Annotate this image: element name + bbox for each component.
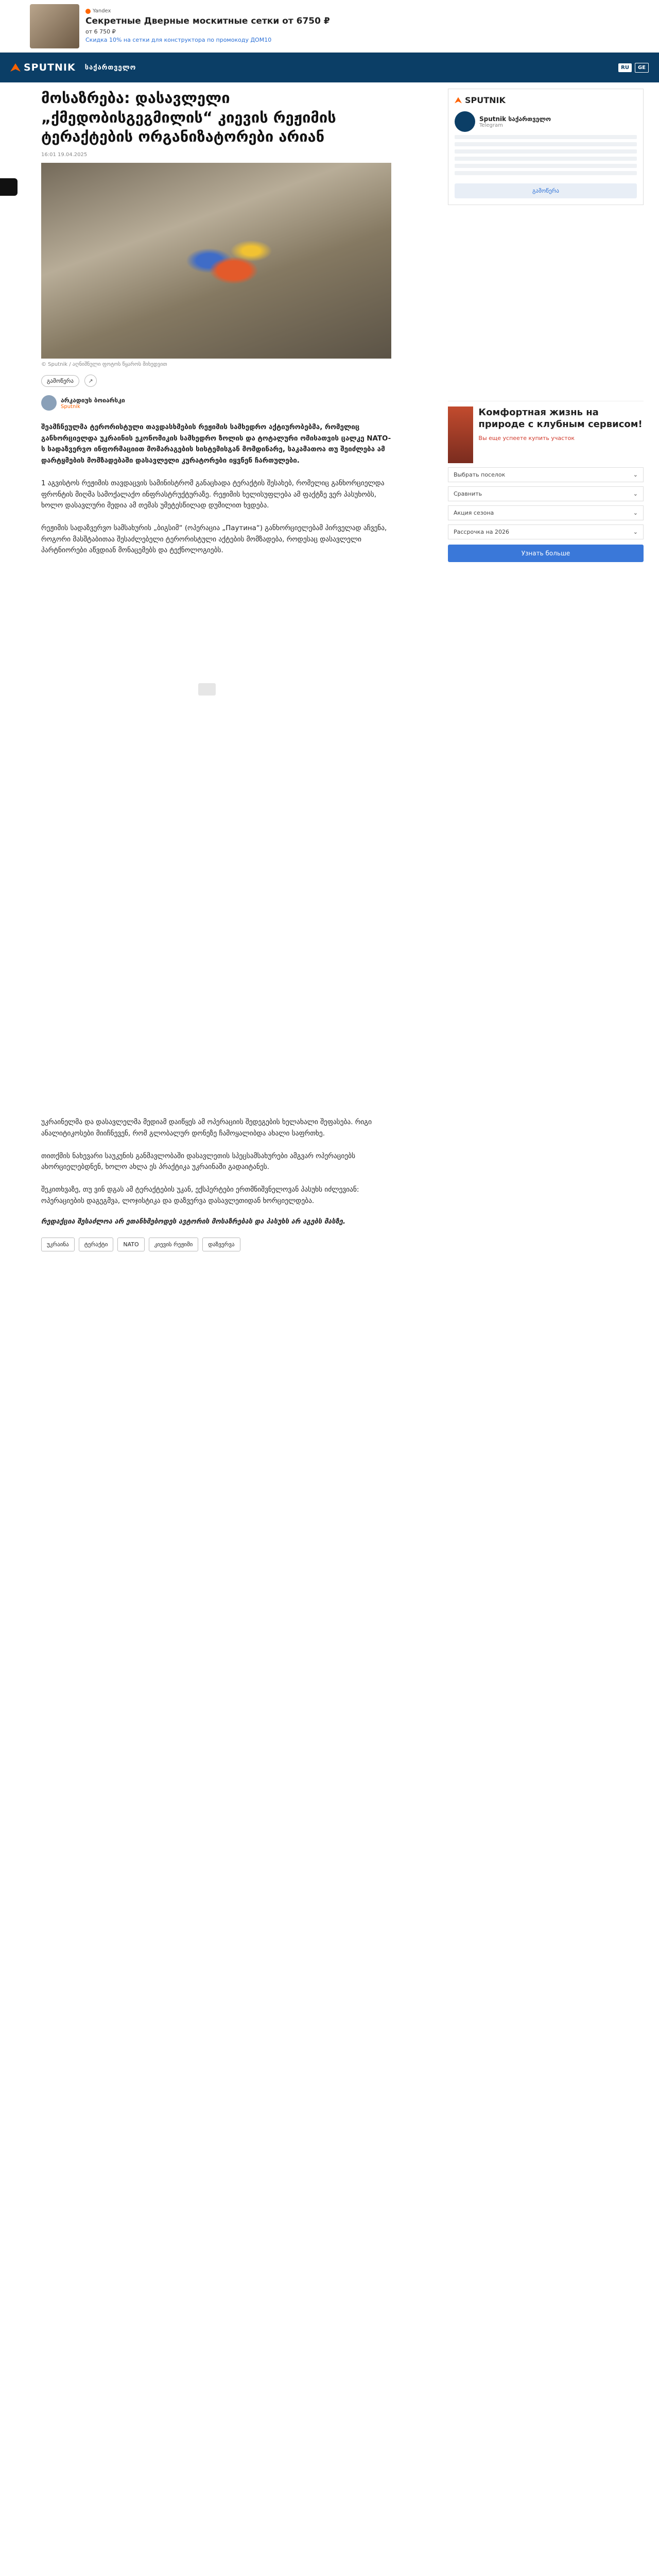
top-ad-banner[interactable] bbox=[0, 0, 659, 53]
tag[interactable]: NATO bbox=[117, 1238, 144, 1251]
sidebar-ad-image[interactable] bbox=[448, 406, 473, 463]
sputnik-logo[interactable]: SPUTNIK საქართველო bbox=[10, 62, 136, 73]
ad-cta-button[interactable]: Узнать больше bbox=[448, 545, 644, 562]
channel-platform: Telegram bbox=[479, 122, 503, 128]
post-placeholder bbox=[455, 164, 637, 168]
sidebar-ad[interactable] bbox=[448, 401, 644, 562]
ad-select[interactable]: Выбрать поселок ⌄ bbox=[448, 467, 644, 482]
lang-ka-button[interactable]: GE bbox=[635, 63, 649, 73]
tag-list bbox=[41, 1238, 391, 1251]
editorial-note: რედაქცია შესაძლოა არ ეთანხმებოდეს ავტორის მოსაზრებას და პასუხს არ აგებს მასზე. bbox=[41, 1218, 345, 1226]
share-icon[interactable]: ↗ bbox=[84, 375, 97, 387]
post-placeholder bbox=[455, 149, 637, 154]
author-source: Sputnik bbox=[61, 403, 80, 410]
embed-placeholder-icon bbox=[198, 683, 216, 696]
article-title: მოსაზრება: დასავლელი „ქმედობისგეგმილის“ კიევის რეჟიმის ტერაქტების ორგანიზატორები არიან bbox=[41, 89, 336, 146]
subscribe-button[interactable]: გამოწერა bbox=[455, 183, 637, 198]
post-placeholder bbox=[455, 157, 637, 161]
lead-paragraph: შეამჩნეულმა ტერორისტული თავდასხმების რეჟიმის სამხედრო აქტიურობებმა, რომელიც განხორციელდა უკრაინის ეკონომიკის სამხედრო ზოლის და ტოტალური ომისათვის ცალკე NATO-ს სადაზვერვო ინფორმაციით მომარაგების სისტემისგან მომდინარე, საკამათოა თუ შეიძლება ამ დარტყმების მომზადებაში დასავლელი კურატორები იყვნენ ჩართულები. bbox=[41, 423, 391, 465]
post-placeholder bbox=[455, 135, 637, 139]
tag[interactable]: კიევის რეჟიმი bbox=[149, 1238, 199, 1251]
nav-section: საქართველო bbox=[84, 63, 136, 72]
main-navbar bbox=[0, 53, 659, 82]
widget-logo: SPUTNIK bbox=[455, 95, 637, 105]
telegram-widget bbox=[448, 89, 644, 205]
chevron-down-icon: ⌄ bbox=[633, 529, 638, 535]
embedded-media[interactable] bbox=[41, 575, 391, 1106]
ad-select[interactable]: Сравнить ⌄ bbox=[448, 486, 644, 501]
post-placeholder bbox=[455, 171, 637, 175]
tag[interactable]: ტერაქტი bbox=[79, 1238, 114, 1251]
author-avatar bbox=[41, 395, 57, 411]
sputnik-logo-icon bbox=[10, 63, 21, 72]
ad-price: от 6 750 ₽ bbox=[85, 28, 116, 36]
article-photo bbox=[41, 163, 391, 359]
chevron-down-icon: ⌄ bbox=[633, 510, 638, 516]
paragraph: 1 აგვისტოს რეჟიმის თავდაცვის სამინისტრომ განაცხადა ტერაქტის შესახებ, რომელიც განხორციელდა ფრონტის მიღმა სამოქალაქო ინფრასტრუქტურაზე. რეჟიმის ხელისუფლება ამ ფაქტზე ვერ პასუხობს, ხოლო დასავლური მედია ამ თემას უმეტესწილად დუმილით ხვდება. bbox=[41, 479, 385, 510]
paragraph: რეჟიმის სადაზვერვო სამსახურის „ბიგსიმ“ (ოპერაცია „Паутина“) განხორციელებამ პირველად აჩვენა, როგორი მასშტაბითაა შესაძლებელი ტერორისტული აქტების მომზადება, როდესაც დასავლელი პარტნიორები აწვდიან მონაცემებს და ტექნოლოგიებს. bbox=[41, 524, 387, 555]
sidebar bbox=[448, 89, 644, 562]
sidebar-ad-note: Вы еще успеете купить участок bbox=[478, 434, 575, 442]
tag[interactable]: დაზვერვა bbox=[202, 1238, 240, 1251]
chevron-down-icon: ⌄ bbox=[633, 471, 638, 478]
paragraph: შეკითხვაზე, თუ ვინ დგას ამ ტერაქტების უკან, ექსპერტები ერთმნიშვნელოვან პასუხს იძლევიან: ოპერაციების დაგეგმვა, ლოჯისტიკა და დაზვერვა დასავლეთიდან ხორციელდება. bbox=[41, 1185, 359, 1205]
channel-avatar bbox=[455, 111, 475, 132]
paragraph: თითქმის ნახევარი საუკუნის განმავლობაში დასავლეთის სპეცსამსახურები ამგვარ ოპერაციებს ახორციელებდნენ, ხოლო ახლა ეს პრაქტიკა უკრაინაში გადაიტანეს. bbox=[41, 1152, 356, 1172]
lang-ru-button[interactable]: RU bbox=[618, 63, 632, 72]
follow-button[interactable]: გამოწერა bbox=[41, 375, 79, 387]
tag[interactable]: უკრაინა bbox=[41, 1238, 75, 1251]
ad-select[interactable]: Рассрочка на 2026 ⌄ bbox=[448, 524, 644, 539]
sputnik-logo-icon bbox=[455, 97, 462, 104]
ad-link[interactable]: Скидка 10% на сетки для конструктора по промокоду ДОМ10 bbox=[85, 37, 272, 44]
paragraph: უკრაინელმა და დასავლელმა მედიამ დაიწყეს ამ ოპერაციის შედეგების ხელახალი შეფასება. რიგი ანალიტიკოსები მიიჩნევენ, რომ გლობალურ დონეზე ჩამოყალიბდა ახალი საფრთხე. bbox=[41, 1118, 372, 1138]
ad-title[interactable]: Секретные Дверные москитные сетки от 6750 ₽ bbox=[85, 16, 330, 27]
post-placeholder bbox=[455, 142, 637, 146]
sidebar-ad-title[interactable]: Комфортная жизнь на природе с клубным сервисом! bbox=[478, 407, 643, 430]
ad-image[interactable] bbox=[30, 4, 79, 48]
author-name[interactable]: არკადიუს ბოიარსკი bbox=[61, 396, 125, 404]
article-date: 16:01 19.04.2025 bbox=[41, 152, 88, 158]
side-menu-button[interactable] bbox=[0, 178, 18, 196]
channel-name[interactable]: Sputnik საქართველო bbox=[479, 115, 551, 123]
author-block[interactable] bbox=[41, 395, 391, 411]
photo-caption: © Sputnik / აღნიშნული ფოტოს წყაროს მიხედვით bbox=[41, 362, 167, 368]
brand-icon bbox=[85, 9, 91, 14]
ad-brand: Yandex bbox=[85, 8, 330, 15]
article bbox=[41, 89, 391, 1251]
chevron-down-icon: ⌄ bbox=[633, 490, 638, 497]
ad-select[interactable]: Акция сезона ⌄ bbox=[448, 505, 644, 520]
